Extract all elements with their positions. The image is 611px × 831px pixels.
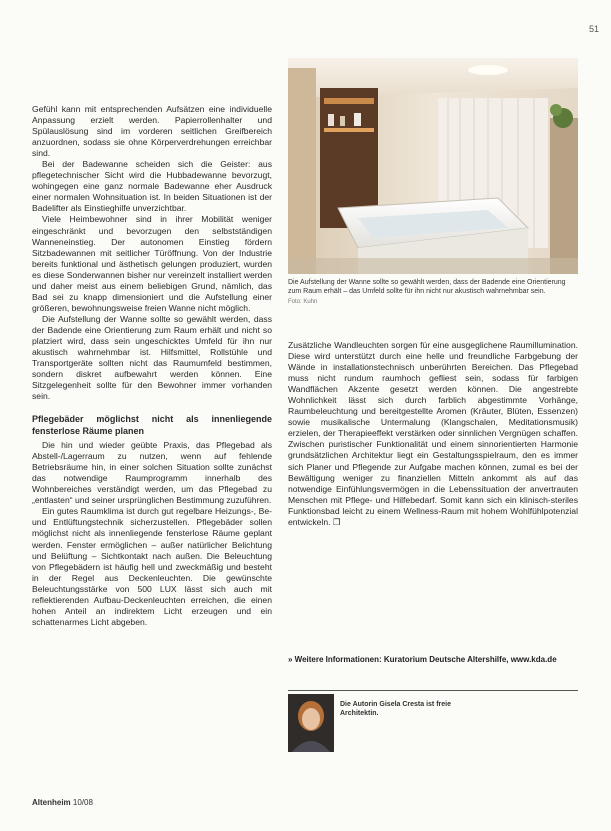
- author-note: Die Autorin Gisela Cresta ist freie Architektin.: [340, 701, 451, 717]
- body-paragraph: Viele Heimbewohner sind in ihrer Mobilität weniger eingeschränkt und bevorzugen den selbstständigen Wanneneinstieg. Der autonomen Einstieg fördern Sitzbadewannen mit seitlicher Türöffnung. Von der Industrie bereits funktional und ästhetisch gelungen produziert, wurden es diese Sonderwannen bisher nur vereinzelt installiert werden und daher meist aus einem beliebigen Grund, nämlich, das Bad sei zu knapp dimensioniert und die Aufstellung einer größeren, bewohnungsweise freien Wanne nicht möglich.: [32, 214, 272, 313]
- right-column: [288, 340, 578, 528]
- left-column: [32, 104, 272, 628]
- magazine-name: Altenheim: [32, 798, 71, 807]
- caption-text: Die Aufstellung der Wanne sollte so gewählt werden, dass der Badende eine Orientierung zum Raum erhält – das Umfeld sollte für ihn nicht nur akustisch wahrnehmbar sein.: [288, 279, 566, 295]
- author-photo: [288, 694, 334, 752]
- body-text: Zusätzliche Wandleuchten sorgen für eine ausgeglichene Raumillumination. Diese wird unterstützt durch eine helle und freundliche Farbgebung der Wände in installationstechnisch unberührten Bereichen. Das Pflegebad muss nicht rundum raumhoch gefliest sein, sodass für farbigen Wandflächen Akzente gesetzt werden können. Die angestrebte Wohnlichkeit lässt sich durch farblich abgestimmte Vorhänge, Raumbeleuchtung und bereitgestellte Aromen (Kräuter, Blüten, Essenzen) sowie musikalische Untermalung (Klangschalen, Meditationsmusik) erzielen, der Therapieeffekt verstärken oder sinnlichen Vergnügen schaffen. Zwischen puristischer Funktionalität und einem sinnorientierten Harmonie grundsätzlichen Architektur liegt ein Gestaltungsspielraum, den es immer sich Planer und Pflegende zur Aufgabe machen können, zumal es bei der Bewältigung weniger zu finanziellen Mitteln ankommt als auf das notwendige Einfühlungsvermögen in die Lebenssituation der anvertrauten Menschen mit Pflege- und Hilfebedarf. Somit kann sich ein klinisch-steriles Funktionsbad leicht zu einem Wellness-Raum mit hohem Wohlfühlpotenzial entwickeln.: [288, 340, 578, 527]
- divider: [288, 690, 578, 691]
- body-paragraph: Die hin und wieder geübte Praxis, das Pflegebad als Abstell-/Lagerraum zu nutzen, wenn auf fehlende Betriebsräume hin, in einer solchen Situation sollte zunächst das notwendige Raumprogramm innerhalb des Wohnbereiches verständigt werden, um das Pflegebad zu „entlasten“ und seiner ursprünglichen Bestimmung zuzuführen.: [32, 440, 272, 506]
- page-number: 51: [588, 24, 599, 34]
- body-paragraph: Ein gutes Raumklima ist durch gut regelbare Heizungs-, Be- und Entlüftungstechnik sicherzustellen. Pflegebäder sollen möglichst nicht als innenliegende fensterlose Räume geplant werden. Fenster ermöglichen – außer natürlicher Belichtung und Belüftung – Sichtkontakt nach außen. Die Beleuchtung von Pflegebädern ist häufig hell und zweckmäßig und besteht in der Regel aus Deckenleuchten. Die gewünschte Beleuchtungsstärke von 500 LUX lässt sich auch mit reflektierenden Aufbau-Deckenleuchten erreichen, die einen hohen Anteil an indirektem Licht erzeugen und ein schattenarmes Licht abgeben.: [32, 506, 272, 627]
- body-paragraph: [288, 340, 578, 528]
- more-info-link[interactable]: » Weitere Informationen: Kuratorium Deutsche Altershilfe, www.kda.de: [288, 655, 557, 664]
- body-paragraph: Bei der Badewanne scheiden sich die Geister: aus pflegetechnischer Sicht wird die Hubbadewanne bevorzugt, wohingegen eine ganz normale Badewanne eher Ausdruck einer normalen Wohnsituation ist. In beiden Situationen ist der Badelifter als Einstieghilfe unverzichtbar.: [32, 159, 272, 214]
- section-heading: Pflegebäder möglichst nicht als innenliegende fensterlose Räume planen: [32, 414, 272, 436]
- footer: [32, 798, 93, 807]
- end-mark: ❒: [332, 516, 341, 527]
- issue-number: 10/08: [72, 798, 93, 807]
- body-paragraph: Gefühl kann mit entsprechenden Aufsätzen eine individuelle Anpassung erzielt werden. Papierrollenhalter und Spülauslösung sind im vorderen seitlichen Greifbereich anzuordnen, sodass sie ohne Körperverdrehungen erreichbar sind.: [32, 104, 272, 159]
- photo-credit: Foto: Kuhn: [288, 299, 318, 305]
- body-paragraph: Die Aufstellung der Wanne sollte so gewählt werden, dass der Badende eine Orientierung zum Raum erhält und nicht so platziert wird, dass sein ungeschicktes Umfeld für ihn nur akustisch wahrnehmbar ist. Hilfsmittel, Rollstühle und Transportgeräte sollten nicht das Raumumfeld bestimmen, sondern diskret aufbewahrt werden können. Eine Sitzgelegenheit sollte für den Bewohner immer vorhanden sein.: [32, 313, 272, 402]
- bathroom-photo: [288, 58, 578, 274]
- photo-caption: [288, 278, 578, 307]
